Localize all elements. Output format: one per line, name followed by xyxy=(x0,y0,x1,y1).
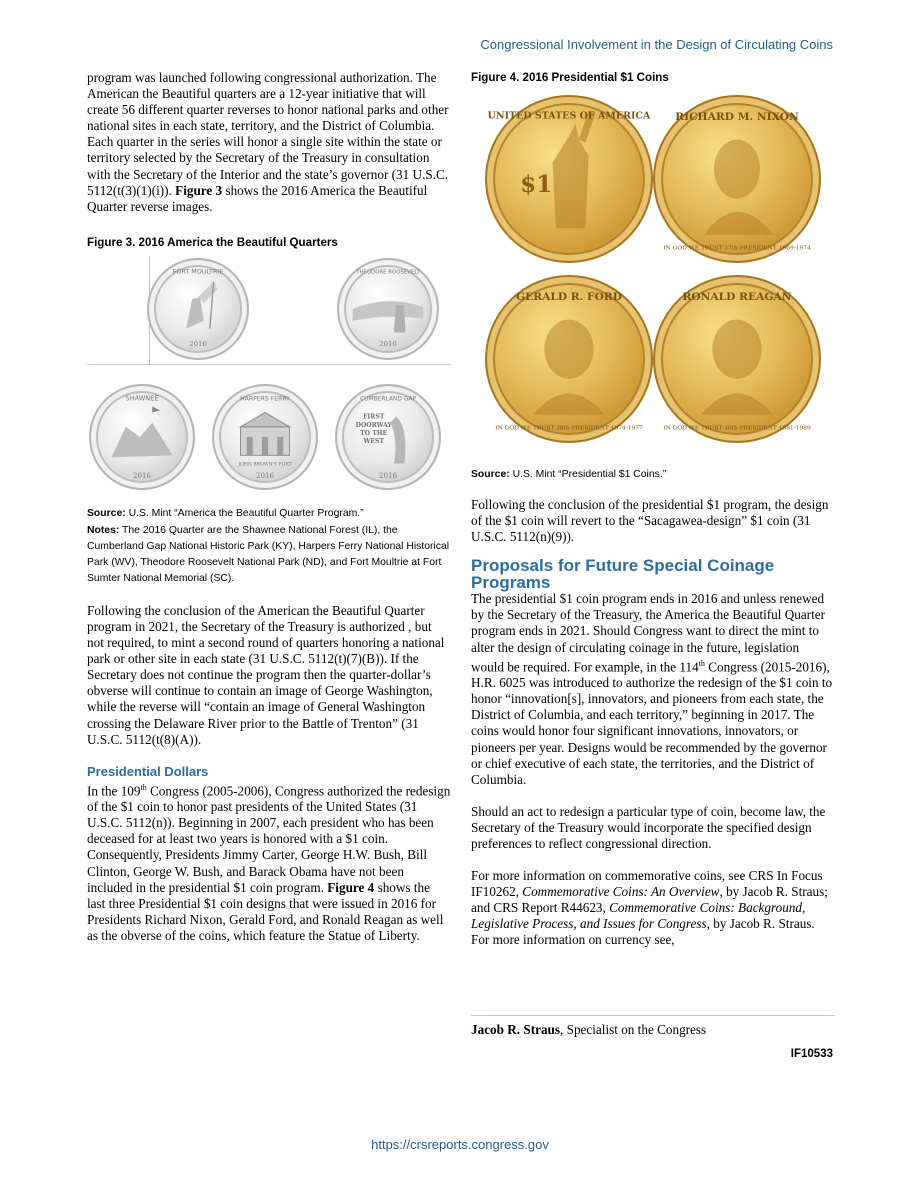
svg-text:WEST: WEST xyxy=(363,437,384,445)
running-header: Congressional Involvement in the Design of Circulating Coins xyxy=(480,37,833,52)
dollar-inscription: IN GOD WE TRUST 37th PRESIDENT 1969-1974 xyxy=(663,245,811,252)
dollar-nixon xyxy=(653,95,821,263)
dollar-inscription: IN GOD WE TRUST 40th PRESIDENT 1981-1989 xyxy=(663,425,811,432)
quarter-year: 2016 xyxy=(189,340,207,349)
quarter-year: 2016 xyxy=(132,470,152,480)
svg-text:FIRST: FIRST xyxy=(363,413,385,421)
author-title: , Specialist on the Congress xyxy=(560,1022,707,1037)
figure3-source: Source: U.S. Mint “America the Beautiful Quarter Program.” xyxy=(87,507,364,519)
quarter-name: FORT MOULTRIE xyxy=(172,267,224,276)
figure4-title: Figure 4. 2016 Presidential $1 Coins xyxy=(471,71,669,84)
report-id: IF10533 xyxy=(790,1048,833,1060)
quarter-artwork xyxy=(339,260,437,358)
dollar-legend: RONALD REAGAN xyxy=(682,289,792,303)
quarter-cumberland-gap xyxy=(335,384,441,490)
dollar-legend: GERALD R. FORD xyxy=(515,289,623,303)
figure-divider xyxy=(87,364,451,365)
dollar-legend: UNITED STATES OF AMERICA xyxy=(487,110,651,122)
paragraph-quarter-future: Following the conclusion of the American the Beautiful Quarter program in 2021, the Secretary of the Treasury is authorized , but not required, to mint a second round of quarters honoring a national park or other site in each state (31 U.S.C. 5112(t)(7)(B)). If the Secretary does not continue the program then the quarter-dollar’s obverse will continue to contain an image of George Washington, while the reverse will “contain an image of General Washington crossing the Delaware River prior to the Battle of Trenton” (31 U.S.C. 5112(t(8)(A)). xyxy=(87,602,445,747)
figure3-reference: Figure 3 xyxy=(175,182,223,198)
link-commemorative-overview: Commemorative Coins: An Overview xyxy=(522,884,720,900)
figure3-title: Figure 3. 2016 America the Beautiful Quarters xyxy=(87,235,338,249)
quarter-theodore-roosevelt xyxy=(337,258,439,360)
intro-paragraph: program was launched following congressional authorization. The American the Beautiful quarters are a 12-year initiative that will create 56 different quarter reverses to honor national parks and other national sites in each state, territory, and the District of Columbia. Each quarter in the series will honor a single site within the state or territory selected by the Secretary of the Treasury in consultation with the Secretary of the Interior and the state’s governor (31 U.S.C. 5112(t(3)(1)(i)). Figure 3 shows the 2016 America the Beautiful Quarter reverse images. xyxy=(87,70,449,214)
quarter-year: 2016 xyxy=(379,340,397,349)
quarter-name: SHAWNEE xyxy=(125,394,159,403)
paragraph-redesign-law: Should an act to redesign a particular type of coin, become law, the Secretary of the Treasury would incorporate the specified design preferences to reflect congressional direction. xyxy=(471,803,826,851)
figure3-image xyxy=(87,256,451,504)
left-column xyxy=(87,70,451,944)
author-line xyxy=(471,1022,835,1038)
dollar-reagan xyxy=(653,275,821,443)
dollar-inscription: IN GOD WE TRUST 38th PRESIDENT 1974-1977 xyxy=(495,425,643,432)
dollar-artwork xyxy=(655,277,819,441)
svg-text:DOORWAY: DOORWAY xyxy=(355,421,392,429)
quarter-fort-moultrie xyxy=(147,258,249,360)
quarter-inscription: JOHN BROWN'S FORT xyxy=(238,462,292,468)
dollar-artwork xyxy=(487,97,651,261)
quarter-year: 2016 xyxy=(378,470,398,480)
quarter-artwork xyxy=(91,386,193,488)
presidential-dollars-heading: Presidential Dollars xyxy=(87,763,209,779)
quarter-name: HARPERS FERRY xyxy=(240,395,290,403)
paragraph-proposals: The presidential $1 coin program ends in 2016 and unless renewed by the Secretary of the Treasury, the America the Beautiful Quarter program ends in 2021. Should Congress want to direct the mint to alter the design of circulating coinage in the future, legislation would be required. For example, in the 114th Congress (2015-2016), H.R. 6025 was introduced to authorize the redesign of the $1 coin to honor “innovation[s], innovators, and pioneers from each state, the District of Columbia, and each territory,” beginning in 2017. The coins would honor four significant innovations, innovators, or pioneers per year. Designs would be recommended by the governor or chief executive of each state, the territories, and the District of Columbia. xyxy=(471,591,833,787)
figure3-notes: Notes: The 2016 Quarter are the Shawnee National Forest (IL), the Cumberland Gap National Historic Park (KY), Harpers Ferry National Historical Park (WV), Theodore Roosevelt National Park (ND), and Fort Moultrie at Fort Sumter National Memorial (SC). xyxy=(87,524,450,584)
dollar-artwork xyxy=(487,277,651,441)
link-commemorative-background: Commemorative Coins: Background, Legislative Process, and Issues for Congress xyxy=(471,900,806,932)
proposals-heading: Proposals for Future Special Coinage Programs xyxy=(471,556,775,593)
figure4-image xyxy=(471,91,835,461)
author-divider xyxy=(471,1015,835,1016)
figure4-source: Source: U.S. Mint “Presidential $1 Coins.” xyxy=(471,469,667,480)
quarter-artwork xyxy=(149,260,247,358)
dollar-statue-of-liberty xyxy=(485,95,653,263)
quarter-harpers-ferry xyxy=(212,384,318,490)
right-column xyxy=(471,70,835,949)
quarter-artwork xyxy=(214,386,316,488)
paragraph-more-information: For more information on commemorative coins, see CRS In Focus IF10262, Commemorative Coins: An Overview, by Jacob R. Straus; and CRS Report R44623, Commemorative Coins: Background, Legislative Process, and Issues for Congress, by Jacob R. Straus. For more information on currency see, xyxy=(471,868,828,948)
dollar-ford xyxy=(485,275,653,443)
quarter-artwork xyxy=(337,386,439,488)
dollar-denomination: $1 xyxy=(520,171,553,199)
paragraph-presidential: In the 109th Congress (2005-2006), Congress authorized the redesign of the $1 coin to honor past presidents of the United States (31 U.S.C. 5112(n)). Beginning in 2007, each president who has been deceased for at least two years is honored with a $1 coin. Consequently, Presidents Jimmy Carter, George H.W. Bush, Bill Clinton, George W. Bush, and Barack Obama have not been included in the presidential $1 coin program. Figure 4 shows the last three Presidential $1 coin designs that were issued in 2016 for Presidents Richard Nixon, Gerald Ford, and Ronald Reagan as well as the obverse of the coins, which feature the Statue of Liberty. xyxy=(87,782,451,943)
svg-text:TO THE: TO THE xyxy=(360,429,388,437)
footer-url-link[interactable]: https://crsreports.congress.gov xyxy=(371,1137,549,1152)
quarter-name: CUMBERLAND GAP xyxy=(360,396,416,403)
figure4-reference: Figure 4 xyxy=(327,879,375,895)
quarter-shawnee xyxy=(89,384,195,490)
dollar-artwork xyxy=(655,97,819,261)
paragraph-sacagawea: Following the conclusion of the presidential $1 program, the design of the $1 coin will revert to the “Sacagawea-design” $1 coin (31 U.S.C. 5112(n)(9)). xyxy=(471,497,829,545)
author-name: Jacob R. Straus xyxy=(471,1022,561,1037)
quarter-year: 2016 xyxy=(255,470,275,480)
quarter-name: THEODORE ROOSEVELT xyxy=(356,269,420,276)
dollar-legend: RICHARD M. NIXON xyxy=(675,109,799,123)
